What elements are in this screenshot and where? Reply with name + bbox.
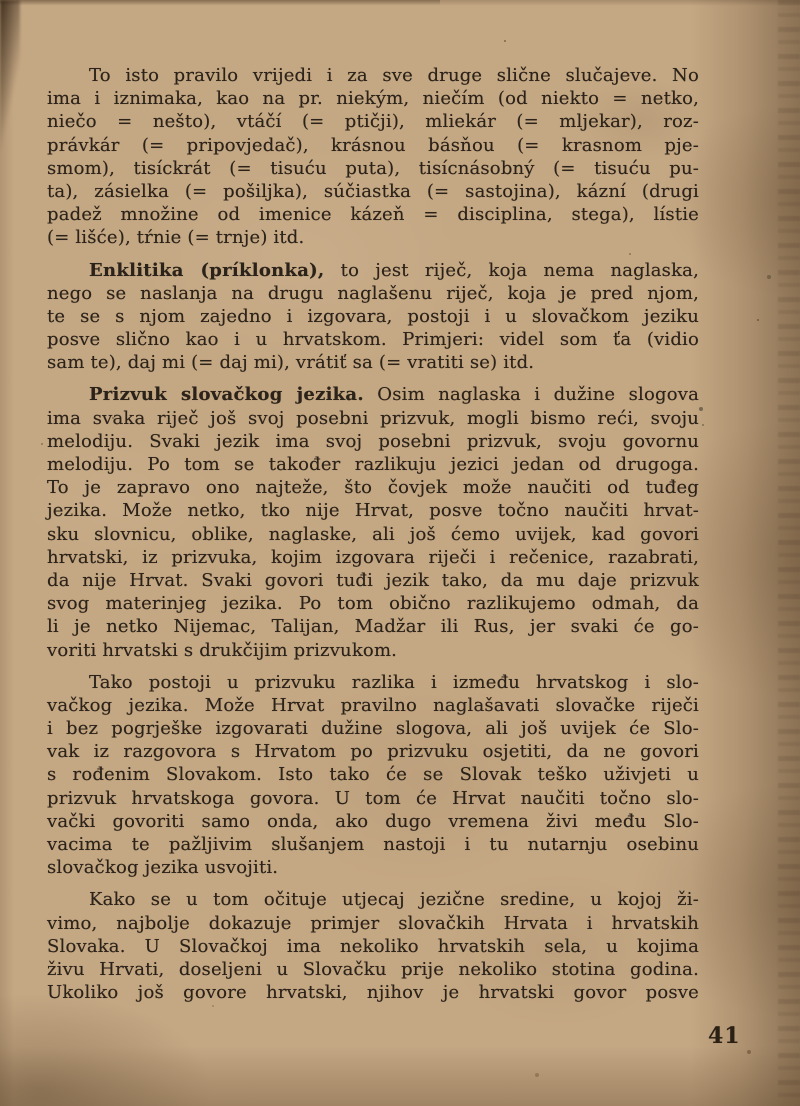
- text-line: melodiju. Po tom se također razlikuju jezici jedan od drugoga.: [47, 454, 699, 475]
- text-line: vacima te pažljivim slušanjem nastoji i tu nutarnju osebinu: [47, 834, 699, 855]
- text-line: smom), tisíckrát (= tisuću puta), tisícnásobný (= tisuću pu-: [47, 157, 699, 179]
- paragraph: [47, 259, 699, 375]
- paragraph: [47, 671, 699, 880]
- paragraph: [47, 383, 699, 661]
- page-top-edge-shadow: [0, 0, 440, 5]
- text-block: [47, 64, 699, 1013]
- text-line: vački govoriti samo onda, ako dugo vremena živi među Slo-: [47, 810, 699, 832]
- text-line: voriti hrvatski s drukčijim prizvukom.: [47, 639, 398, 661]
- text-line: sku slovnicu, oblike, naglaske, ali još ćemo uvijek, kad govori: [47, 523, 699, 545]
- text-line: (= lišće), tŕnie (= trnje) itd.: [47, 227, 305, 249]
- text-line: vimo, najbolje dokazuje primjer slovačkih Hrvata i hrvatskih: [47, 912, 699, 934]
- text-line: ima i iznimaka, kao na pr. niekým, niečím (od niekto = netko,: [47, 88, 699, 110]
- text-line: jezika. Može netko, tko nije Hrvat, posve točno naučiti hrvat-: [47, 500, 699, 522]
- text-line: li je netko Nijemac, Talijan, Madžar ili Rus, jer svaki će go-: [47, 616, 699, 638]
- text-line: ima svaka riječ još svoj posebni prizvuk, mogli bismo reći, svoju: [47, 407, 699, 429]
- text-line: niečo = nešto), vtáčí (= ptičji), mliekár (= mljekar), roz-: [47, 111, 699, 133]
- text-line: vačkog jezika. Može Hrvat pravilno naglašavati slovačke riječi: [47, 694, 699, 716]
- text-line: posve slično kao i u hrvatskom. Primjeri: videl som ťa (vidio: [47, 329, 699, 351]
- text-line: Ukoliko još govore hrvatski, njihov je hrvatski govor posve: [47, 982, 699, 1004]
- paragraph-lead-rest: Osim naglaska i dužine slogova: [363, 384, 699, 406]
- page-fore-edge-shadow: [778, 0, 800, 1106]
- text-line: [47, 259, 699, 282]
- text-line: s rođenim Slovakom. Isto tako će se Slovak teško uživjeti u: [47, 764, 699, 786]
- text-line: svog materinjeg jezika. Po tom obično razlikujemo odmah, da: [47, 593, 699, 615]
- paper-specks: [0, 0, 2, 2]
- text-line: nego se naslanja na drugu naglašenu riječ, koja je pred njom,: [47, 282, 699, 304]
- text-line: [47, 383, 699, 406]
- text-line: ta), zásielka (= pošiljka), súčiastka (= sastojina), kázní (drugi: [47, 180, 699, 202]
- text-line: živu Hrvati, doseljeni u Slovačku prije nekoliko stotina godina.: [47, 958, 699, 980]
- page-corner-shadow: [0, 0, 20, 150]
- text-line: Kako se u tom očituje utjecaj jezične sredine, u kojoj ži-: [89, 889, 699, 911]
- paragraph: [47, 888, 699, 1004]
- paragraph-lead-rest: to jest riječ, koja nema naglaska,: [324, 259, 699, 281]
- text-line: te se s njom zajedno i izgovara, postoji i u slovačkom jeziku: [47, 305, 699, 327]
- text-line: právkár (= pripovjedač), krásnou básňou (= krasnom pje-: [47, 134, 699, 156]
- text-line: Tako postoji u prizvuku razlika i između hrvatskog i slo-: [89, 671, 699, 693]
- text-line: vak iz razgovora s Hrvatom po prizvuku osjetiti, da ne govori: [47, 741, 699, 763]
- page-number: 41: [708, 1023, 741, 1049]
- text-line: da nije Hrvat. Svaki govori tuđi jezik tako, da mu daje prizvuk: [47, 569, 699, 591]
- text-line: slovačkog jezika usvojiti.: [47, 857, 279, 879]
- text-line: To je zapravo ono najteže, što čovjek može naučiti od tuđeg: [47, 477, 699, 499]
- text-line: melodiju. Svaki jezik ima svoj posebni prizvuk, svoju govornu: [47, 430, 699, 452]
- text-line: sam te), daj mi (= daj mi), vrátiť sa (= vratiti se) itd.: [47, 352, 535, 374]
- text-line: prizvuk hrvatskoga govora. U tom će Hrvat naučiti točno slo-: [47, 787, 699, 809]
- paragraph-lead: Enklitika (príklonka),: [89, 259, 325, 281]
- paragraph: [47, 64, 699, 250]
- text-line: Slovaka. U Slovačkoj ima nekoliko hrvatskih sela, u kojima: [47, 935, 699, 957]
- text-line: hrvatski, iz prizvuka, kojim izgovara riječi i rečenice, razabrati,: [47, 546, 699, 568]
- text-line: To isto pravilo vrijedi i za sve druge slične slučajeve. No: [89, 65, 699, 86]
- paragraph-lead: Prizvuk slovačkog jezika.: [89, 384, 364, 406]
- text-line: padež množine od imenice kázeň = disciplina, stega), lístie: [47, 204, 699, 226]
- text-line: i bez pogrješke izgovarati dužine slogova, ali još uvijek će Slo-: [47, 718, 699, 740]
